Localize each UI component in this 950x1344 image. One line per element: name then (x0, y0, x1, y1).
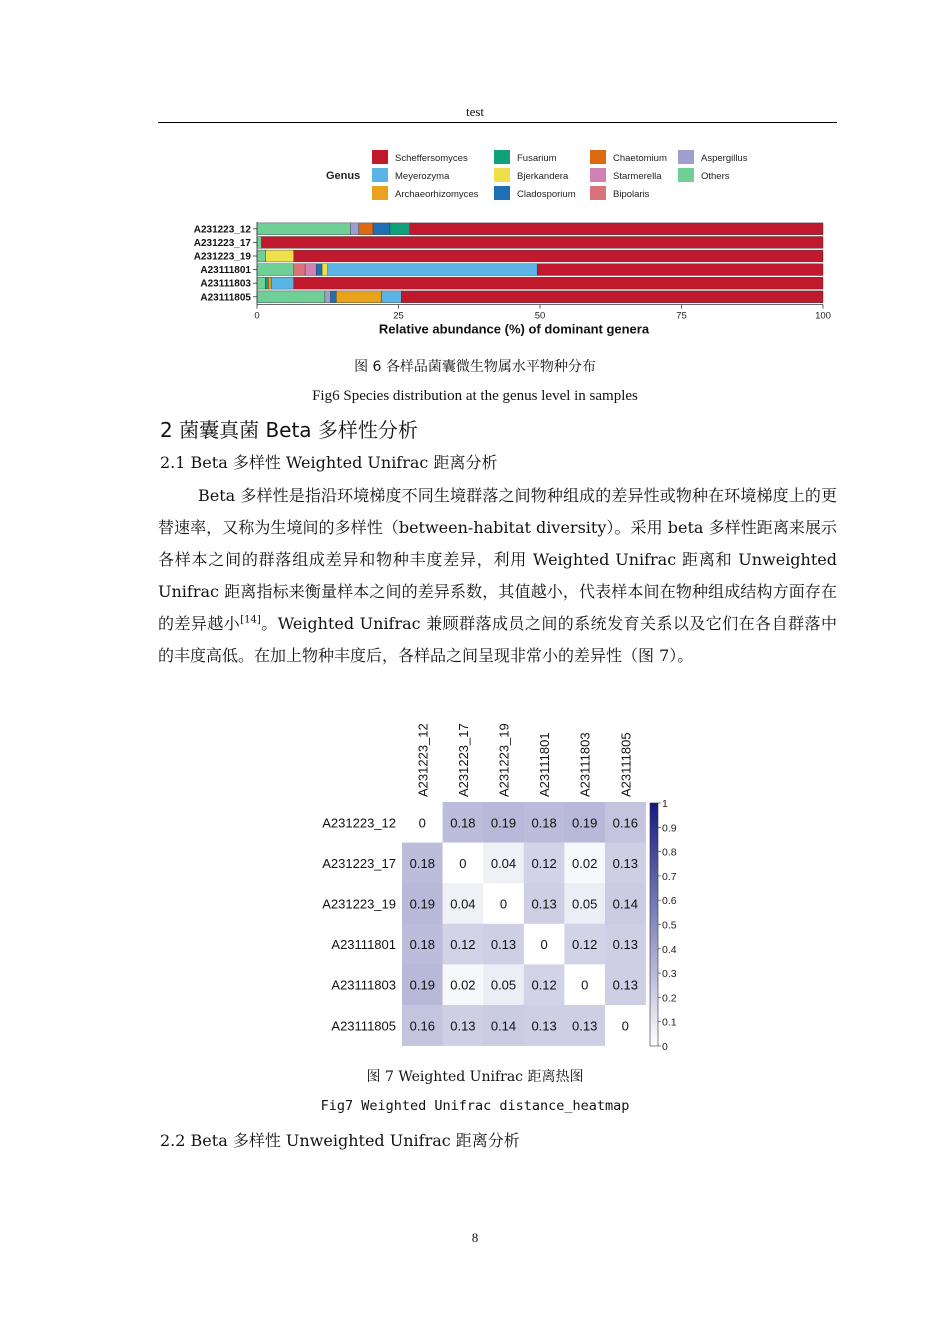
fig6-bars (194, 223, 823, 303)
cell-value-label: 0.13 (490, 937, 517, 953)
legend-label-starmerella: Starmerella (613, 171, 662, 182)
cell-value-label: 0.18 (450, 815, 476, 831)
x-tick-label: 100 (815, 310, 831, 322)
subsection-heading-2-2: 2.2 Beta 多样性 Unweighted Unifrac 距离分析 (160, 1131, 520, 1150)
legend-swatch-chaetomium (590, 150, 606, 164)
colorbar (650, 803, 658, 1046)
cell-value-label: 0.13 (612, 937, 638, 953)
cell-value-label: 0 (418, 815, 426, 831)
cell-value-label: 0.05 (490, 977, 517, 993)
legend-label-bjerkandera: Bjerkandera (517, 171, 569, 182)
bar-segment-chaetomium (359, 223, 373, 235)
bar-segment-others (257, 264, 294, 276)
x-tick-label: 50 (534, 310, 546, 322)
bar-segment-scheffersomyces (262, 237, 823, 249)
x-tick-label: 75 (676, 310, 687, 322)
cell-value-label: 0 (540, 937, 548, 953)
legend-label-archaeorhizomyces: Archaeorhizomyces (395, 189, 479, 200)
body-paragraph (158, 480, 837, 672)
bar-segment-aspergillus (325, 291, 331, 303)
colorbar-tick-label: 0 (662, 1041, 668, 1053)
legend-label-fusarium: Fusarium (517, 153, 557, 164)
fig7-caption-cn: 图 7 Weighted Unifrac 距离热图 (366, 1069, 584, 1085)
row-label: A231223_19 (322, 896, 396, 912)
bar-segment-cladosporium (316, 264, 322, 276)
bar-segment-meyerozyma (271, 277, 294, 289)
bar-segment-others (257, 277, 265, 289)
category-label: A231223_19 (193, 251, 251, 263)
legend-label-chaetomium: Chaetomium (613, 153, 667, 164)
colorbar-tick-label: 0.1 (662, 1016, 677, 1029)
colorbar-tick-label: 1 (662, 798, 668, 810)
cell-value-label: 0.14 (612, 896, 638, 912)
cell-value-label: 0.13 (612, 977, 638, 993)
legend-swatch-cladosporium (494, 186, 510, 200)
x-tick-label: 0 (254, 310, 260, 322)
colorbar-tick-label: 0.9 (662, 822, 677, 835)
fig7-colorbar (650, 798, 677, 1053)
paragraph-text-cont: 。Weighted Unifrac 兼顾群落成员之间的系统发育关系以及它们在各自群落中的丰度高低。在加上物种丰度后，各样品之间呈现非常小的差异性（图 7）。 (158, 614, 837, 665)
bar-segment-scheffersomyces (537, 264, 823, 276)
cell-value-label: 0 (459, 855, 467, 871)
category-label: A23111803 (200, 278, 251, 290)
cell-value-label: 0.12 (531, 977, 557, 993)
subsection-heading-2-1: 2.1 Beta 多样性 Weighted Unifrac 距离分析 (160, 453, 498, 472)
column-label: A231223_19 (496, 723, 512, 797)
colorbar-tick-label: 0.7 (662, 870, 677, 883)
bar-segment-scheffersomyces (401, 291, 823, 303)
cell-value-label: 0.04 (490, 855, 517, 871)
column-label: A231223_12 (415, 723, 431, 797)
bar-segment-starmerella (305, 264, 316, 276)
legend-swatch-scheffersomyces (372, 150, 388, 164)
bar-segment-cladosporium (331, 291, 337, 303)
legend-swatch-bjerkandera (494, 168, 510, 182)
colorbar-tick-label: 0.4 (662, 943, 677, 956)
fig6-legend (326, 150, 748, 200)
category-label: A23111805 (200, 292, 251, 304)
fig6-caption-cn: 图 6 各样品菌囊微生物属水平物种分布 (354, 359, 596, 375)
legend-label-meyerozyma: Meyerozyma (395, 171, 450, 182)
bar-segment-archaeorhizomyces (268, 277, 271, 289)
cell-value-label: 0.13 (612, 855, 638, 871)
legend-swatch-archaeorhizomyces (372, 186, 388, 200)
cell-value-label: 0.12 (572, 937, 598, 953)
cell-value-label: 0.02 (450, 977, 476, 993)
bar-segment-scheffersomyces (294, 277, 823, 289)
colorbar-tick-label: 0.6 (662, 895, 677, 908)
cell-value-label: 0.19 (572, 815, 598, 831)
fig7-row-labels (322, 815, 396, 1033)
cell-value-label: 0.04 (450, 896, 476, 912)
fig7-cells (402, 802, 646, 1046)
fig6-stacked-bar-chart (150, 140, 850, 345)
bar-segment-scheffersomyces (410, 223, 823, 235)
bar-segment-others (257, 237, 262, 249)
bar-segment-meyerozyma (328, 264, 537, 276)
legend-swatch-starmerella (590, 168, 606, 182)
cell-value-label: 0.18 (531, 815, 557, 831)
row-label: A23111801 (331, 937, 396, 953)
cell-value-label: 0.13 (531, 896, 557, 912)
bar-segment-meyerozyma (382, 291, 402, 303)
cell-value-label: 0.12 (531, 855, 557, 871)
fig6-caption-en: Fig6 Species distribution at the genus level in samples (312, 388, 638, 404)
bar-segment-scheffersomyces (294, 250, 823, 262)
cell-value-label: 0.16 (409, 1018, 435, 1034)
cell-value-label: 0.19 (409, 896, 435, 912)
legend-swatch-bipolaris (590, 186, 606, 200)
header-rule (158, 122, 837, 123)
cell-value-label: 0.12 (450, 937, 476, 953)
bar-segment-fusarium (390, 223, 410, 235)
bar-segment-others (257, 223, 350, 235)
legend-label-others: Others (701, 171, 730, 182)
bar-segment-cladosporium (373, 223, 390, 235)
cell-value-label: 0.13 (572, 1018, 598, 1034)
bar-segment-fusarium (265, 277, 268, 289)
paragraph-text: Beta 多样性是指沿环境梯度不同生境群落之间物种组成的差异性或物种在环境梯度上的更替速率，又称为生境间的多样性（between-habitat diversity）。采用 beta 多样性距离来展示各样本之间的群落组成差异和物种丰度差异，利用 Weighted Unifrac 距离和 Unweighted Unifrac 距离指标来衡量样本之间的差异系数，其值越小，代表样本间在物种组成结构方面存在的差异越小 (158, 486, 837, 633)
colorbar-tick-label: 0.3 (662, 968, 677, 981)
section-heading: 2 菌囊真菌 Beta 多样性分析 (160, 418, 418, 442)
legend-swatch-aspergillus (678, 150, 694, 164)
colorbar-tick-label: 0.8 (662, 846, 677, 859)
cell-value-label: 0.14 (490, 1018, 517, 1034)
legend-swatch-fusarium (494, 150, 510, 164)
column-label: A23111805 (618, 732, 634, 797)
column-label: A23111801 (537, 732, 553, 797)
legend-label-bipolaris: Bipolaris (613, 189, 650, 200)
cell-value-label: 0.19 (490, 815, 517, 831)
bar-segment-bjerkandera (322, 264, 328, 276)
cell-value-label: 0 (621, 1018, 629, 1034)
column-label: A231223_17 (455, 723, 471, 797)
cell-value-label: 0.02 (572, 855, 598, 871)
bar-segment-bipolaris (294, 264, 305, 276)
fig7-heatmap (300, 705, 700, 1060)
category-label: A231223_17 (193, 237, 251, 249)
fig7-column-labels (415, 723, 633, 797)
bar-segment-others (257, 250, 265, 262)
legend-swatch-meyerozyma (372, 168, 388, 182)
legend-title: Genus (326, 170, 361, 182)
row-label: A231223_17 (322, 855, 396, 871)
bar-segment-archaeorhizomyces (336, 291, 381, 303)
cell-value-label: 0.13 (450, 1018, 476, 1034)
row-label: A23111803 (331, 977, 396, 993)
page-number: 8 (471, 1230, 479, 1245)
cell-value-label: 0.05 (572, 896, 598, 912)
x-axis-title: Relative abundance (%) of dominant genera (378, 321, 650, 337)
bar-segment-aspergillus (350, 223, 358, 235)
legend-swatch-others (678, 168, 694, 182)
cell-value-label: 0.18 (409, 855, 435, 871)
fig7-caption-en: Fig7 Weighted Unifrac distance_heatmap (320, 1098, 630, 1114)
legend-label-scheffersomyces: Scheffersomyces (395, 153, 468, 164)
category-label: A23111801 (200, 265, 251, 277)
cell-value-label: 0.13 (531, 1018, 557, 1034)
column-label: A23111803 (577, 732, 593, 797)
cell-value-label: 0.18 (409, 937, 435, 953)
cell-value-label: 0 (499, 896, 508, 912)
colorbar-tick-label: 0.5 (662, 919, 677, 932)
legend-label-cladosporium: Cladosporium (517, 189, 576, 200)
x-tick-label: 25 (393, 310, 404, 322)
legend-label-aspergillus: Aspergillus (701, 153, 748, 164)
category-label: A231223_12 (193, 224, 251, 236)
cell-value-label: 0 (581, 977, 589, 993)
bar-segment-bjerkandera (265, 250, 293, 262)
cell-value-label: 0.19 (409, 977, 435, 993)
row-label: A231223_12 (322, 815, 396, 831)
bar-segment-others (257, 291, 325, 303)
citation-ref: [14] (240, 614, 261, 626)
row-label: A23111805 (331, 1018, 396, 1034)
running-header: test (465, 104, 485, 119)
colorbar-tick-label: 0.2 (662, 992, 677, 1005)
cell-value-label: 0.16 (612, 815, 638, 831)
